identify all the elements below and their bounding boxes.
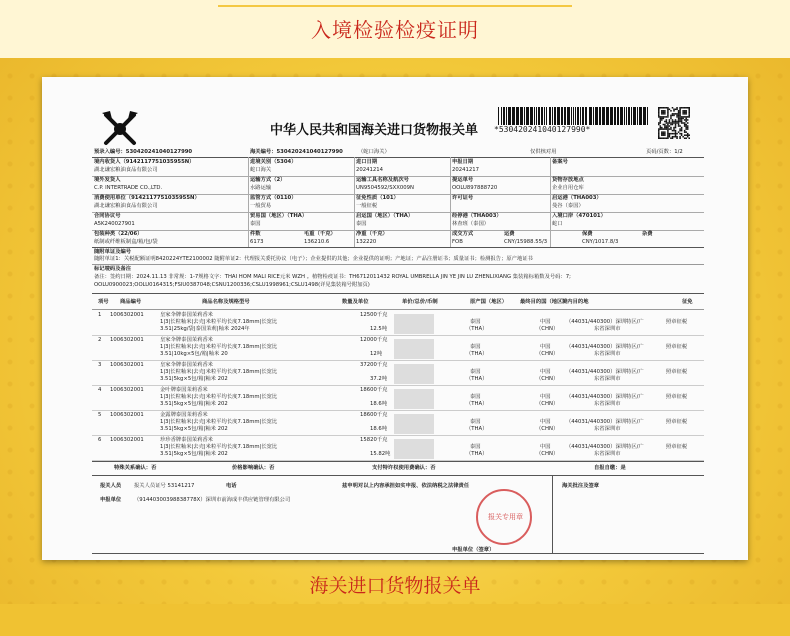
field-label: 货物存放地点	[552, 177, 584, 183]
goods-name3: 3.51|10kg×5包/箱|籼米 20	[160, 351, 228, 357]
page-caption: 海关进口货物报关单	[309, 575, 481, 597]
goods-origin-code: （THA）	[466, 351, 488, 357]
goods-name3: 3.51|5kg×5包/箱|籼米 202	[160, 401, 228, 407]
field-label: 进口日期	[356, 159, 378, 165]
table-border	[92, 293, 704, 294]
goods-name2: 1|3|长粒籼米|去壳|米粒平均长度7.18mm|长宽比	[160, 419, 278, 425]
goods-exempt: 照章征税	[666, 444, 688, 450]
goods-column-header: 单价/总价/币制	[402, 299, 438, 305]
goods-exempt: 照章征税	[666, 394, 688, 400]
goods-dest-code: （CHN）	[536, 376, 559, 382]
table-border	[92, 157, 704, 158]
goods-qty2: 15.82吨	[370, 451, 391, 457]
field-value: UN9504592/SXX009N	[356, 185, 414, 191]
redacted-price	[394, 364, 434, 384]
table-divider	[92, 435, 704, 436]
field-value: 湖北谦宏粮油食品有限公司	[94, 167, 158, 173]
field-value: CNY/1017.8/3	[582, 239, 619, 245]
stamp-text: 报关专用章	[488, 513, 523, 521]
field-label: 贸易国（地区）（THA）	[250, 213, 308, 219]
goods-place: （44031/440300）深圳特区/广	[566, 344, 644, 350]
table-divider	[92, 360, 704, 361]
barcode-number: *530420241040127990*	[494, 125, 591, 134]
field-value: A5K240027901	[94, 221, 135, 227]
field-label: 成交方式	[452, 231, 474, 237]
goods-name2: 1|3|长粒籼米|去壳|米粒平均长度7.18mm|长宽比	[160, 319, 278, 325]
goods-place2: 东省深圳市	[594, 401, 621, 407]
field-label: 境外发货人	[94, 177, 121, 183]
goods-place: （44031/440300）深圳特区/广	[566, 444, 644, 450]
goods-code: 1006302001	[110, 387, 144, 393]
goods-code: 1006302001	[110, 362, 144, 368]
header-rule	[218, 5, 572, 7]
field-value: 泰国	[250, 221, 261, 227]
redacted-price	[394, 389, 434, 409]
field-label: 消费使用单位（9142117751035955N）	[94, 195, 200, 201]
field-label: 合同协议号	[94, 213, 121, 219]
field-label: 启运港（THA003）	[552, 195, 602, 201]
goods-origin: 泰国	[470, 344, 481, 350]
field-value: 企业自用仓库	[552, 185, 584, 191]
field-label: 保费	[582, 231, 593, 237]
goods-place2: 东省深圳市	[594, 326, 621, 332]
confirm-royalty: 支付特许权使用费确认：否	[372, 465, 436, 471]
field-label: 杂费	[642, 231, 653, 237]
goods-place: （44031/440300）深圳特区/广	[566, 319, 644, 325]
customs-number: 海关编号：530420241040127990	[250, 149, 343, 155]
goods-qty1: 12500千克	[360, 312, 388, 318]
goods-code: 1006302001	[110, 337, 144, 343]
goods-column-header: 商品名称及规格型号	[202, 299, 250, 305]
docs-line: 随附单证1：关税配额证明8420224YTE2100002 随附单证2：代理报关委托协议（电子）；企业提供的其他；企业提供的证明；产地证；产品注册证书；质量证书；检测报告；原产地证书	[94, 256, 533, 262]
goods-item: 2	[98, 337, 102, 343]
table-divider	[550, 157, 551, 247]
footer-band	[0, 604, 790, 636]
field-label: 提运单号	[452, 177, 474, 183]
redacted-price	[394, 339, 434, 359]
goods-name1: 金叶牌泰国茉莉香米	[160, 387, 208, 393]
goods-item: 3	[98, 362, 102, 368]
redacted-price	[394, 314, 434, 334]
field-value: C.P. INTERTRADE CO.,LTD.	[94, 185, 163, 191]
declarant-number: 报关人员证号 53141217	[134, 483, 195, 489]
field-value: 一般征税	[356, 203, 378, 209]
field-value: 20241217	[452, 167, 479, 173]
goods-column-header: 境内目的地	[562, 299, 589, 305]
goods-qty1: 15820千克	[360, 437, 388, 443]
goods-column-header: 商品编号	[120, 299, 142, 305]
goods-exempt: 照章征税	[666, 419, 688, 425]
goods-origin-code: （THA）	[466, 426, 488, 432]
goods-qty1: 12000千克	[360, 337, 388, 343]
table-divider	[92, 264, 704, 265]
field-value: 湖北谦宏粮油食品有限公司	[94, 203, 158, 209]
goods-qty2: 12.5吨	[370, 326, 388, 332]
customs-review-label: 海关批注及签章	[562, 483, 600, 489]
field-label: 经停港（THA003）	[452, 213, 502, 219]
marks-line-1: 备注：签约日期：2024.11.13 非常规：1-7规格文字：THAI HOM MALI RICE元米 WZH 。植物检疫证书：TH6712011432 ROYAL UMBRELLA JIN YE JIN LU ZHENLIXIANG 集装箱标箱数及号码：7;	[94, 274, 571, 280]
goods-column-header: 最终目的国（地区）	[520, 299, 568, 305]
declare-unit-value: （91440300398838778X）深圳市前海成丰供应链管理有限公司	[134, 497, 291, 503]
marks-line-2: OOLU0900023;OOLU0164315;FSIU0387048;CSNU1200336;CSLU1998961;CSLU1498(详见集装箱号附加页)	[94, 282, 370, 288]
goods-dest: 中国	[540, 394, 551, 400]
field-label: 净重（千克）	[356, 231, 388, 237]
goods-origin: 泰国	[470, 444, 481, 450]
table-divider	[354, 157, 355, 247]
table-border	[92, 553, 704, 554]
field-value: OOLU897888720	[452, 185, 498, 191]
customs-declaration-document	[42, 77, 748, 560]
goods-name3: 3.51|5kg×5包/箱|籼米 202	[160, 426, 228, 432]
goods-code: 1006302001	[110, 412, 144, 418]
goods-name2: 1|3|长粒籼米|去壳|米粒平均长度7.18mm|长宽比	[160, 369, 278, 375]
goods-column-header: 征免	[682, 299, 693, 305]
field-value: 一般贸易	[250, 203, 272, 209]
goods-qty1: 18600千克	[360, 412, 388, 418]
docs-label: 随附单证及编号	[94, 249, 132, 255]
goods-column-header: 原产国（地区）	[470, 299, 508, 305]
confirm-special: 特殊关系确认：否	[114, 465, 157, 471]
goods-item: 6	[98, 437, 102, 443]
goods-name2: 1|3|长粒籼米|去壳|米粒平均长度7.18mm|长宽比	[160, 394, 278, 400]
table-divider	[92, 309, 704, 310]
goods-origin: 泰国	[470, 394, 481, 400]
goods-qty1: 18600千克	[360, 387, 388, 393]
marks-label: 标记唛码及备注	[94, 266, 132, 272]
goods-exempt: 照章征税	[666, 369, 688, 375]
goods-item: 5	[98, 412, 102, 418]
field-label: 毛重（千克）	[304, 231, 336, 237]
stamp-caption: 申报单位（签章）	[452, 547, 495, 553]
goods-name1: 皇家伞牌泰国茉莉香米	[160, 337, 213, 343]
goods-origin-code: （THA）	[466, 326, 488, 332]
table-divider	[92, 335, 704, 336]
field-label: 申报日期	[452, 159, 474, 165]
goods-dest-code: （CHN）	[536, 326, 559, 332]
goods-dest: 中国	[540, 344, 551, 350]
field-label: 许可证号	[452, 195, 474, 201]
goods-place2: 东省深圳市	[594, 451, 621, 457]
goods-place: （44031/440300）深圳特区/广	[566, 419, 644, 425]
goods-origin: 泰国	[470, 419, 481, 425]
goods-name2: 1|3|长粒籼米|去壳|米粒平均长度7.18mm|长宽比	[160, 444, 278, 450]
field-value: 蛇口海关	[250, 167, 272, 173]
goods-place2: 东省深圳市	[594, 376, 621, 382]
field-value: 水路运输	[250, 185, 272, 191]
goods-origin-code: （THA）	[466, 401, 488, 407]
declare-unit-label: 申报单位	[100, 497, 122, 503]
field-label: 备案号	[552, 159, 568, 165]
page-title: 入境检验检疫证明	[311, 18, 479, 42]
goods-origin: 泰国	[470, 319, 481, 325]
field-label: 入境口岸（470101）	[552, 213, 606, 219]
port-label: （蛇口海关）	[358, 149, 390, 155]
goods-column-header: 项号	[98, 299, 109, 305]
field-value: FOB	[452, 239, 463, 245]
field-value: 132220	[356, 239, 377, 245]
goods-origin-code: （THA）	[466, 451, 488, 457]
goods-origin: 泰国	[470, 369, 481, 375]
barcode	[498, 107, 650, 125]
goods-column-header: 数量及单位	[342, 299, 369, 305]
field-label: 征免性质（101）	[356, 195, 399, 201]
goods-name1: 皇家伞牌泰国茉莉香米	[160, 312, 213, 318]
table-divider	[92, 410, 704, 411]
field-value: CNY/15988.55/3	[504, 239, 548, 245]
prefill-number: 预录入编号：530420241040127990	[94, 149, 193, 155]
goods-item: 4	[98, 387, 102, 393]
redacted-price	[394, 414, 434, 434]
goods-dest-code: （CHN）	[536, 351, 559, 357]
field-label: 启运国（地区）（THA）	[356, 213, 414, 219]
table-divider	[248, 157, 249, 247]
goods-qty1: 37200千克	[360, 362, 388, 368]
goods-qty2: 37.2吨	[370, 376, 388, 382]
goods-exempt: 照章征税	[666, 319, 688, 325]
goods-dest: 中国	[540, 444, 551, 450]
goods-qty2: 12吨	[370, 351, 383, 357]
field-label: 监管方式（0110）	[250, 195, 297, 201]
goods-qty2: 18.6吨	[370, 426, 388, 432]
goods-dest-code: （CHN）	[536, 426, 559, 432]
goods-name1: 珍珍香牌泰国茉莉香米	[160, 437, 213, 443]
phone-label: 电话	[226, 483, 237, 489]
field-value: 泰国	[356, 221, 367, 227]
field-value: 曼谷（泰国）	[552, 203, 584, 209]
goods-name3: 3.51|25kg/袋|泰国茉莉|籼米 2024年	[160, 326, 250, 332]
confirm-price: 价格影响确认：否	[232, 465, 275, 471]
goods-name2: 1|3|长粒籼米|去壳|米粒平均长度7.18mm|长宽比	[160, 344, 278, 350]
field-value: 136210.6	[304, 239, 330, 245]
table-border	[92, 247, 704, 248]
usage-note: 仅供核对用	[530, 149, 557, 155]
field-label: 运费	[504, 231, 515, 237]
field-label: 运输方式（2）	[250, 177, 286, 183]
customs-emblem-icon	[98, 107, 142, 151]
table-divider	[552, 475, 553, 553]
field-value: 20241214	[356, 167, 383, 173]
field-label: 境内收货人（9142117751035955N）	[94, 159, 195, 165]
goods-dest: 中国	[540, 319, 551, 325]
goods-qty2: 18.6吨	[370, 401, 388, 407]
confirm-self-declare: 自报自缴：是	[594, 465, 626, 471]
table-border	[92, 475, 704, 476]
goods-exempt: 照章征税	[666, 344, 688, 350]
goods-place2: 东省深圳市	[594, 426, 621, 432]
document-title: 中华人民共和国海关进口货物报关单	[270, 123, 479, 138]
field-label: 包装种类（22/06）	[94, 231, 143, 237]
goods-code: 1006302001	[110, 437, 144, 443]
goods-dest: 中国	[540, 369, 551, 375]
goods-name1: 皇家伞牌泰国茉莉香米	[160, 362, 213, 368]
table-divider	[92, 385, 704, 386]
field-value: 纸制或纤维板制盒/箱/包/袋	[94, 239, 158, 245]
table-border	[92, 461, 704, 462]
goods-name3: 3.51|5kg×5包/箱|籼米 202	[160, 376, 228, 382]
page-number: 页码/页数：1/2	[646, 149, 683, 155]
goods-name3: 3.51|5kg×5包/箱|籼米 202	[160, 451, 228, 457]
redacted-price	[394, 439, 434, 459]
table-divider	[450, 157, 451, 247]
declaration-statement: 兹申明对以上内容承担如实申报、依法纳税之法律责任	[342, 483, 470, 489]
field-value: 6173	[250, 239, 264, 245]
field-value: 林查班（泰国）	[452, 221, 490, 227]
goods-origin-code: （THA）	[466, 376, 488, 382]
goods-dest: 中国	[540, 419, 551, 425]
field-label: 件数	[250, 231, 261, 237]
goods-dest-code: （CHN）	[536, 451, 559, 457]
goods-item: 1	[98, 312, 102, 318]
goods-place2: 东省深圳市	[594, 351, 621, 357]
field-label: 进境关别（5304）	[250, 159, 297, 165]
goods-dest-code: （CHN）	[536, 401, 559, 407]
field-label: 运输工具名称及航次号	[356, 177, 409, 183]
declarant-label: 报关人员	[100, 483, 122, 489]
goods-code: 1006302001	[110, 312, 144, 318]
field-value: 蛇口	[552, 221, 563, 227]
goods-place: （44031/440300）深圳特区/广	[566, 394, 644, 400]
goods-place: （44031/440300）深圳特区/广	[566, 369, 644, 375]
goods-name1: 金露牌泰国茉莉香米	[160, 412, 208, 418]
qr-code	[658, 107, 690, 139]
table-divider	[92, 230, 704, 231]
